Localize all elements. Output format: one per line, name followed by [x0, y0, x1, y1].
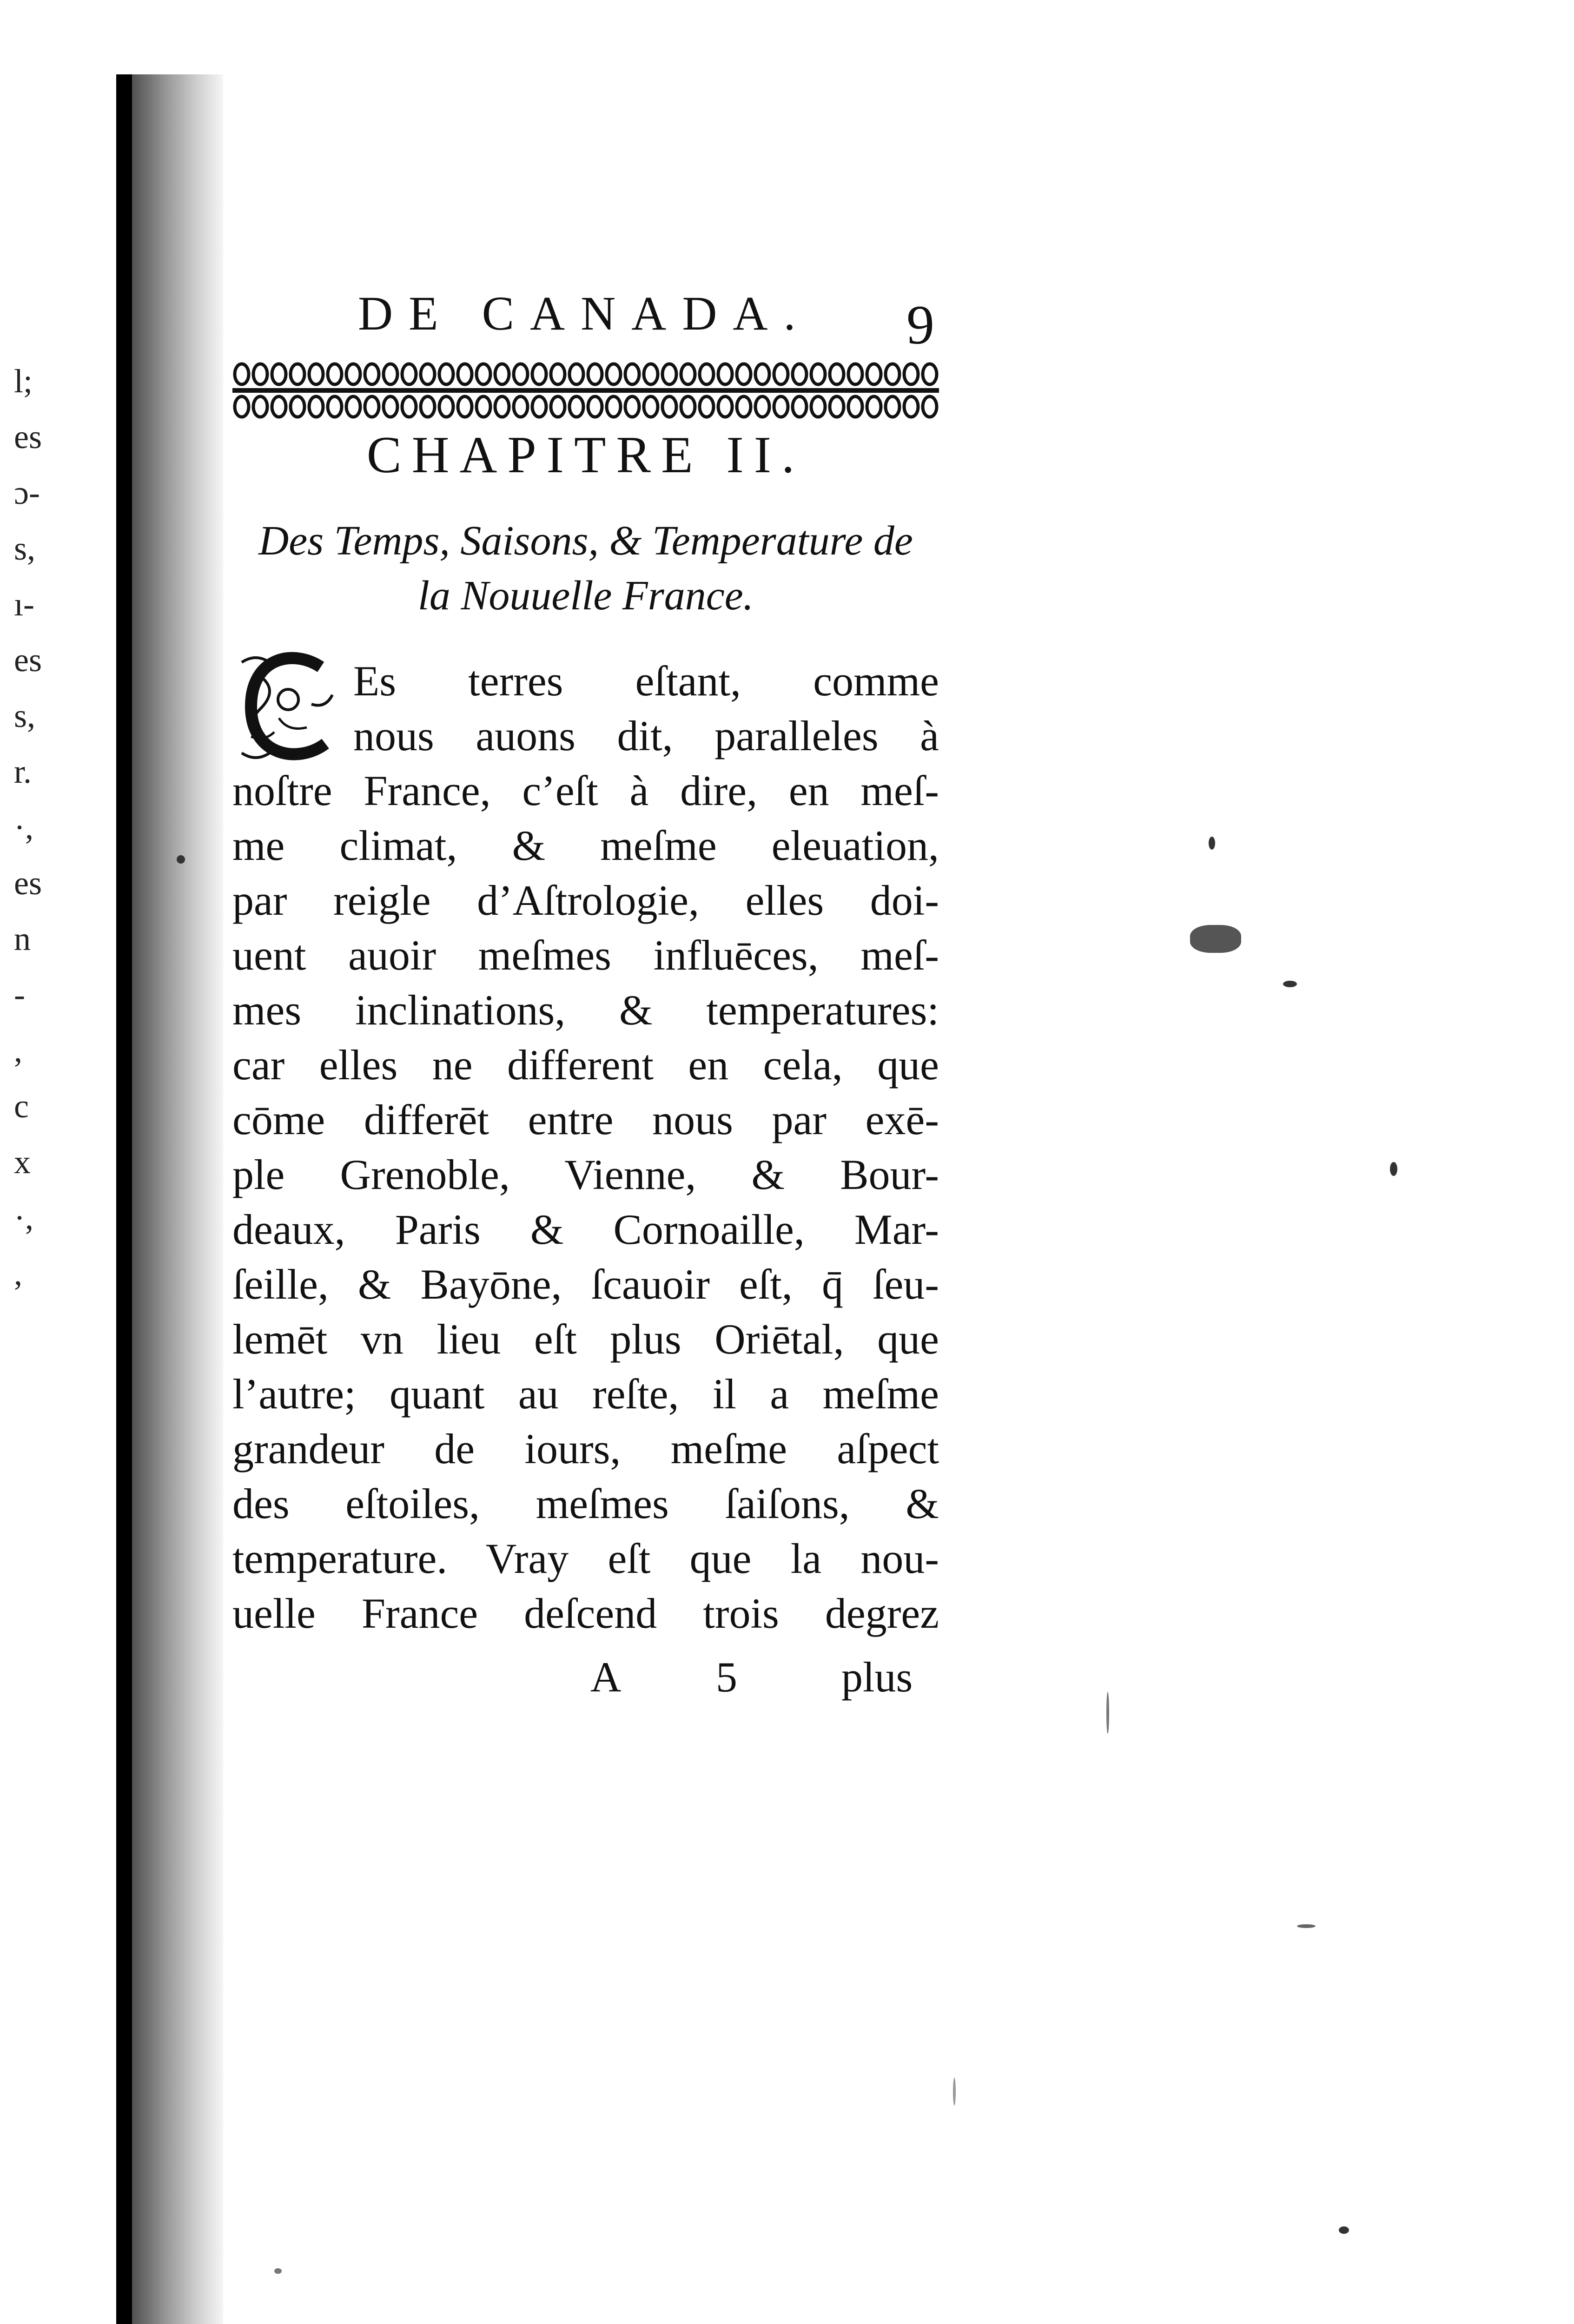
bleed-fragment: es — [14, 418, 42, 456]
text-line: ple Grenoble, Vienne, & Bour- — [232, 1151, 939, 1198]
paper-speck — [274, 2268, 282, 2274]
text-line: car elles ne different en cela, que — [232, 1041, 939, 1089]
ornament-loop — [607, 364, 621, 384]
ornament-loop — [811, 396, 825, 417]
decorated-initial — [232, 648, 344, 765]
paper-speck — [1297, 1924, 1316, 1928]
text-line: deaux, Paris & Cornoaille, Mar- — [232, 1206, 939, 1253]
ornament-loop — [458, 364, 472, 384]
paper-speck — [1209, 837, 1215, 850]
paper-speck — [1390, 1162, 1397, 1176]
bleed-fragment: - — [14, 976, 25, 1013]
ornament-loop — [793, 364, 807, 384]
bleed-fragment: n — [14, 920, 31, 957]
facing-page-bleed — [14, 353, 107, 1301]
bleed-fragment: ·, — [14, 1199, 33, 1236]
ornament-loop — [439, 364, 453, 384]
ornament-loop — [774, 364, 788, 384]
paper-speck — [177, 855, 185, 864]
text-line: ſeille, & Bayōne, ſcauoir eſt, q̄ ſeu- — [232, 1261, 939, 1308]
ornament-loop — [551, 396, 565, 417]
ornament-loop — [309, 396, 323, 417]
paper-speck — [1339, 2226, 1349, 2234]
ornament-loop — [774, 396, 788, 417]
text-line: noſtre France, c’eſt à dire, en meſ- — [232, 767, 939, 814]
signature-number: 5 — [716, 1653, 737, 1701]
ornament-loop — [532, 396, 546, 417]
bleed-fragment: c — [14, 1088, 29, 1125]
ornament-loop — [402, 364, 416, 384]
book-gutter-shadow — [116, 74, 223, 2324]
bleed-fragment: l; — [14, 363, 33, 400]
text-line: des eſtoiles, meſmes ſaiſons, & — [232, 1480, 939, 1527]
book-gutter-edge — [116, 74, 132, 2324]
ornament-loop — [793, 396, 807, 417]
ornament-loop — [737, 396, 751, 417]
text-line: Es terres eſtant, comme — [353, 657, 939, 705]
ornament-loop — [644, 396, 658, 417]
ornament-band — [232, 358, 939, 423]
ornament-loop — [662, 364, 676, 384]
text-line: par reigle d’Aſtrologie, elles doi- — [232, 877, 939, 924]
ornament-loop — [365, 396, 379, 417]
ornament-loop — [867, 364, 881, 384]
ornament-loop — [253, 364, 267, 384]
ornament-loop — [867, 396, 881, 417]
subtitle-line: la Nouuelle France. — [417, 573, 754, 619]
ornament-loop — [904, 364, 918, 384]
ornament-loop — [737, 364, 751, 384]
bleed-fragment: s, — [14, 697, 36, 734]
ornament-loop — [848, 396, 862, 417]
ornament-loop — [328, 364, 342, 384]
ornament-loop — [253, 396, 267, 417]
catchline — [590, 1652, 939, 1708]
text-line: grandeur de iours, meſme aſpect — [232, 1425, 939, 1472]
ornament-loop — [476, 396, 490, 417]
ornament-loop — [681, 364, 695, 384]
chapter-subtitle — [232, 514, 939, 623]
ornament-loop — [272, 364, 286, 384]
ornament-loop — [886, 396, 899, 417]
ornament-loop — [272, 396, 286, 417]
ornament-loop — [625, 396, 639, 417]
catchword: plus — [841, 1653, 913, 1701]
paper-speck — [953, 2078, 956, 2106]
bleed-fragment: , — [14, 1255, 22, 1292]
ornament-loop — [755, 364, 769, 384]
paper-speck — [1283, 981, 1297, 987]
bleed-fragment: ·, — [14, 809, 33, 846]
page-number: 9 — [906, 294, 934, 356]
text-line: nous auons dit, paralleles à — [353, 712, 939, 759]
ornament-loop — [346, 396, 360, 417]
ornament-loop — [235, 364, 249, 384]
paper-speck — [1190, 925, 1241, 953]
ornament-loop — [458, 396, 472, 417]
ornament-loop — [830, 364, 844, 384]
ornament-loop — [291, 396, 304, 417]
ornament-loop — [384, 364, 397, 384]
ornament-loop — [514, 396, 528, 417]
ornament-loop — [662, 396, 676, 417]
text-line: mes inclinations, & temperatures: — [232, 986, 939, 1034]
ornament-loop — [532, 364, 546, 384]
ornament-loop — [569, 364, 583, 384]
ornament-loop — [291, 364, 304, 384]
ornament-loop — [625, 364, 639, 384]
ornament-loop — [830, 396, 844, 417]
signature-mark: A — [590, 1653, 622, 1701]
bleed-fragment: es — [14, 865, 42, 902]
text-line: temperature. Vray eſt que la nou- — [232, 1535, 939, 1582]
paper-speck — [1106, 1692, 1109, 1734]
ornament-loop — [811, 364, 825, 384]
ornament-loop — [365, 364, 379, 384]
ornament-loop — [681, 396, 695, 417]
ornament-loop — [569, 396, 583, 417]
text-line: cōme differēt entre nous par exē- — [232, 1096, 939, 1143]
ornament-loop — [700, 396, 714, 417]
subtitle-line: Des Temps, Saisons, & Temperature de — [258, 518, 913, 564]
running-head: DE CANADA. — [358, 287, 812, 340]
ornament-loop — [607, 396, 621, 417]
text-line: uent auoir meſmes influēces, meſ- — [232, 931, 939, 979]
ornament-loop — [421, 396, 435, 417]
bleed-fragment: x — [14, 1143, 31, 1181]
ornament-loop — [439, 396, 453, 417]
bleed-fragment: s, — [14, 530, 36, 567]
ornament-loop — [923, 364, 937, 384]
bleed-fragment: r. — [14, 753, 32, 790]
ornament-loop — [700, 364, 714, 384]
ornament-loop — [421, 364, 435, 384]
ornament-loop — [644, 364, 658, 384]
chapter-heading: CHAPITRE II. — [366, 426, 805, 484]
bleed-fragment: ɔ- — [14, 474, 40, 511]
ornament-loop — [309, 364, 323, 384]
bleed-fragment: , — [14, 1032, 22, 1069]
text-line: l’autre; quant au reſte, il a meſme — [232, 1370, 939, 1418]
ornament-loop — [718, 396, 732, 417]
ornament-loop — [514, 364, 528, 384]
ornament-loop — [551, 364, 565, 384]
ornament-loop — [886, 364, 899, 384]
ornament-loop — [328, 396, 342, 417]
ornament-loop — [495, 364, 509, 384]
ornament-loop — [402, 396, 416, 417]
text-line: uelle France deſcend trois degrez — [232, 1590, 939, 1637]
ornament-loop — [755, 396, 769, 417]
ornament-loop — [476, 364, 490, 384]
ornament-loop — [384, 396, 397, 417]
ornament-loop — [923, 396, 937, 417]
ornament-loop — [718, 364, 732, 384]
ornament-loop — [346, 364, 360, 384]
ornament-loop — [848, 364, 862, 384]
ornament-loop — [588, 396, 602, 417]
ornament-loop — [495, 396, 509, 417]
text-line: lemēt vn lieu eſt plus Oriētal, que — [232, 1315, 939, 1363]
bleed-fragment: es — [14, 641, 42, 679]
ornament-loop — [588, 364, 602, 384]
text-line: me climat, & meſme eleuation, — [232, 822, 939, 869]
ornament-loop — [235, 396, 249, 417]
ornament-loop — [904, 396, 918, 417]
bleed-fragment: ı- — [14, 586, 34, 623]
